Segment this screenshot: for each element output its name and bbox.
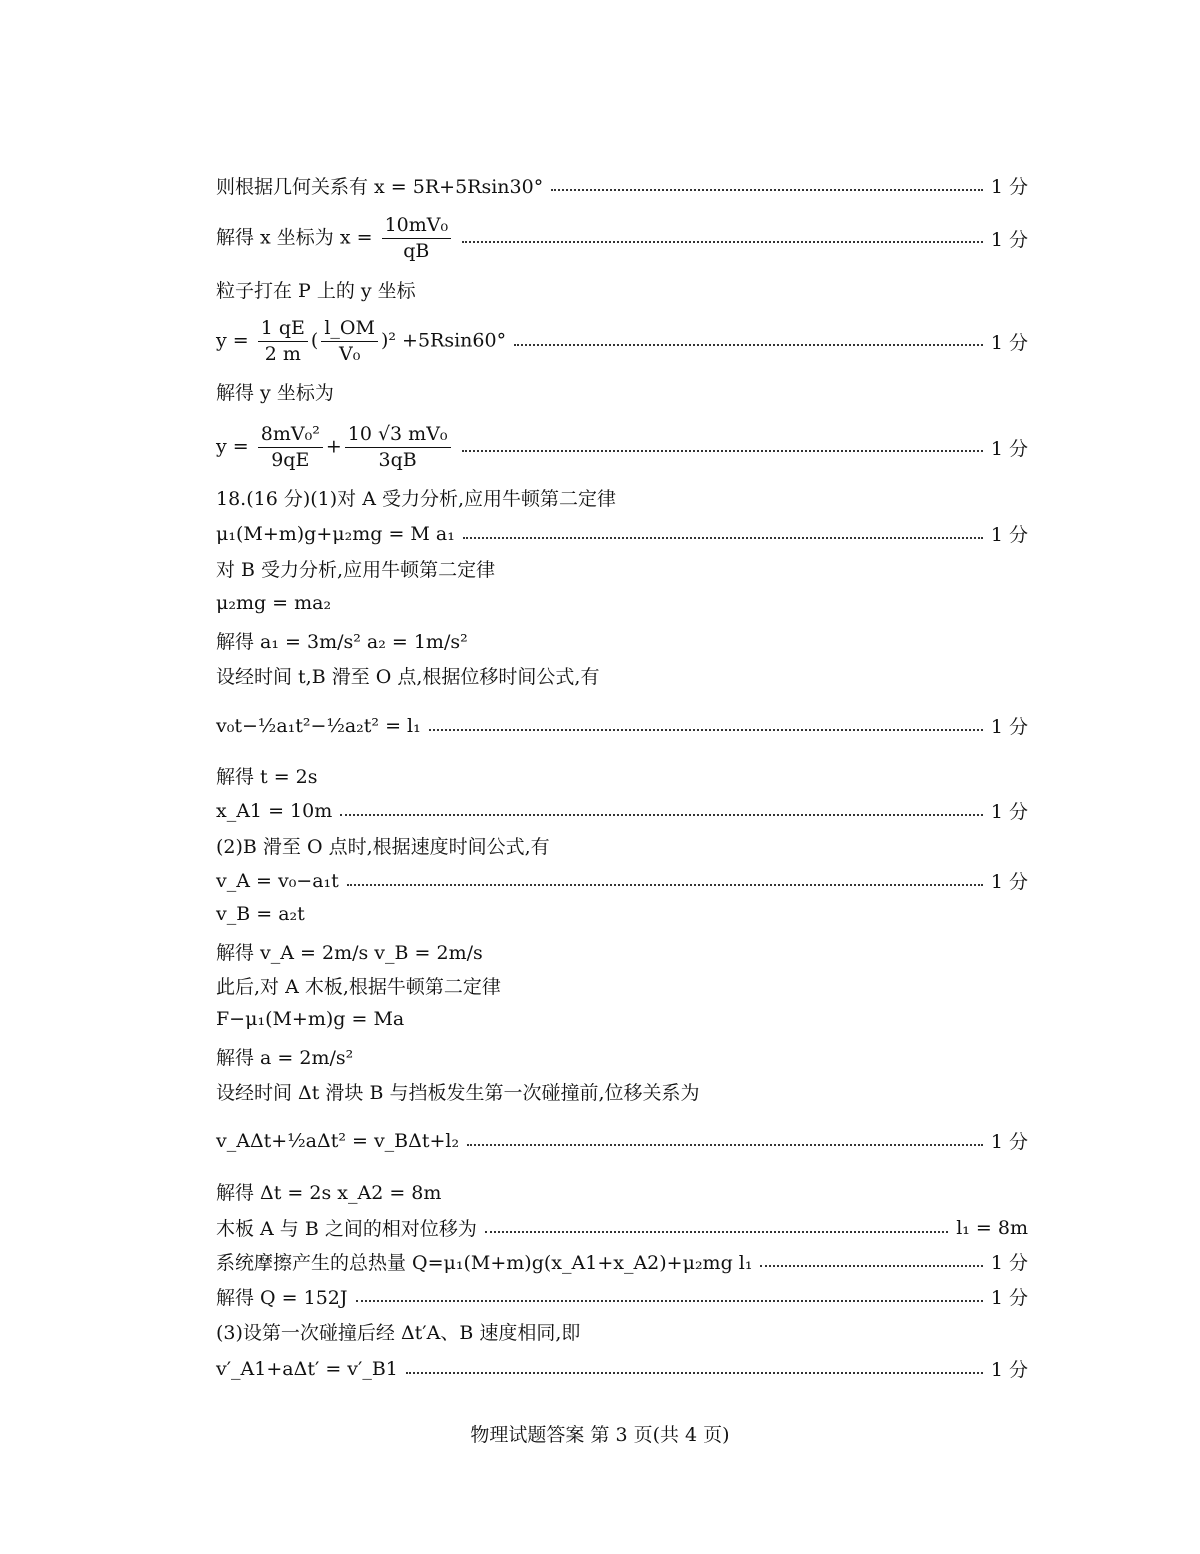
line-newton-board (216, 1008, 1028, 1030)
score-label: 1 分 (990, 871, 1028, 893)
line-analyze-b (216, 555, 1028, 582)
line-y-coordinate-heading (216, 276, 1028, 303)
line-collision-setup (216, 1078, 1028, 1105)
dot-leader (551, 189, 983, 191)
line-text: 解得 y 坐标为 (216, 382, 334, 404)
line-displacement-setup (216, 662, 1028, 689)
equation-prefix: y = (216, 435, 249, 458)
line-text: 粒子打在 P 上的 y 坐标 (216, 280, 416, 302)
numerator: 10 √3 mV₀ (345, 424, 451, 448)
equation-tail: )² +5Rsin60° (380, 329, 507, 352)
line-text: 木板 A 与 B 之间的相对位移为 (216, 1218, 477, 1240)
score-label: 1 分 (990, 228, 1028, 251)
score-label: 1 分 (990, 1359, 1028, 1381)
numerator: l_OM (321, 318, 378, 342)
numerator: 1 qE (258, 318, 308, 342)
page-footer: 物理试题答案 第 3 页(共 4 页) (470, 1424, 730, 1446)
line-board-a (216, 972, 1028, 999)
dot-leader (514, 344, 983, 346)
line-time-result (216, 762, 1028, 789)
numerator: 10mV₀ (382, 215, 452, 239)
line-text: 解得 a₁ = 3m/s² a₂ = 1m/s² (216, 631, 468, 653)
line-text: μ₁(M+m)g+μ₂mg = M a₁ (216, 522, 455, 545)
line-newton-a (216, 520, 1028, 547)
line-text: 对 B 受力分析,应用牛顿第二定律 (216, 559, 496, 581)
line-text: (3)设第一次碰撞后经 Δt′A、B 速度相同,即 (216, 1322, 581, 1344)
line-text: 此后,对 A 木板,根据牛顿第二定律 (216, 976, 501, 998)
line-relative-displacement (216, 1214, 1028, 1241)
line-text: 解得 Δt = 2s x_A2 = 8m (216, 1182, 442, 1204)
line-newton-b (216, 592, 1028, 614)
dot-leader (462, 450, 983, 452)
numerator: 8mV₀² (258, 424, 323, 448)
dot-leader (462, 241, 983, 243)
denominator: 3qB (378, 448, 417, 471)
score-label: 1 分 (990, 1252, 1028, 1274)
line-text: v_A = v₀−a₁t (216, 869, 339, 892)
line-text: 设经时间 Δt 滑块 B 与挡板发生第一次碰撞前,位移关系为 (216, 1082, 700, 1104)
score-label: 1 分 (990, 801, 1028, 823)
denominator: 2 m (264, 342, 301, 365)
line-heat-formula (216, 1248, 1028, 1275)
score-label: 1 分 (990, 524, 1028, 546)
dot-leader (406, 1372, 983, 1374)
line-xa1 (216, 797, 1028, 824)
line-va (216, 867, 1028, 894)
score-label: 1 分 (990, 331, 1028, 354)
dot-leader (463, 537, 983, 539)
equation-prefix: y = (216, 329, 249, 352)
line-y-equation (216, 318, 1028, 365)
dot-leader (340, 814, 983, 816)
line-text: 系统摩擦产生的总热量 Q=μ₁(M+m)g(x_A1+x_A2)+μ₂mg l₁ (216, 1252, 753, 1274)
denominator: V₀ (338, 342, 361, 365)
line-vb (216, 903, 1028, 925)
line-text: y = $\frac{1 qE}{2 m}$ ( $\frac{l\_OM}{\text{V₀}}$ )² +5Rsin60° (216, 317, 507, 365)
dot-leader (356, 1300, 983, 1302)
score-label: 1 分 (990, 1131, 1028, 1153)
line-text: F−μ₁(M+m)g = Ma (216, 1008, 405, 1030)
dot-leader (760, 1265, 982, 1267)
line-text: v_AΔt+½aΔt² = v_BΔt+l₂ (216, 1129, 460, 1152)
score-label: 1 分 (990, 1287, 1028, 1309)
equation-prefix: 解得 x 坐标为 x = (216, 226, 373, 249)
line-text: v₀t−½a₁t²−½a₂t² = l₁ (216, 714, 421, 737)
line-common-velocity (216, 1355, 1028, 1382)
line-collision-equation (216, 1127, 1028, 1154)
score-label: 1 分 (990, 176, 1028, 198)
line-text: y = $\frac{\text{8mV₀²}}{9qE}$ + $\frac{\text{10 √3 mV₀}}{3qB}$ (216, 424, 454, 471)
dot-leader (485, 1231, 948, 1233)
dot-leader (347, 884, 983, 886)
score-label: 1 分 (990, 437, 1028, 460)
line-heat-result (216, 1283, 1028, 1310)
line-text: x_A1 = 10m (216, 799, 333, 822)
line-a-result (216, 1043, 1028, 1070)
line-text: (2)B 滑至 O 点时,根据速度时间公式,有 (216, 836, 550, 858)
denominator: 9qE (271, 448, 310, 471)
denominator: qB (403, 239, 430, 262)
line-solve-x (216, 215, 1028, 262)
line-velocity-result (216, 938, 1028, 965)
line-text: μ₂mg = ma₂ (216, 592, 332, 614)
line-text: 解得 v_A = 2m/s v_B = 2m/s (216, 942, 483, 964)
line-text: 18.(16 分)(1)对 A 受力分析,应用牛顿第二定律 (216, 488, 617, 510)
line-text: 解得 t = 2s (216, 766, 318, 788)
fraction (382, 215, 452, 262)
relative-displacement-value: l₁ = 8m (956, 1216, 1028, 1239)
line-text: 解得 a = 2m/s² (216, 1047, 354, 1069)
fraction (345, 424, 451, 471)
line-y-result (216, 424, 1028, 471)
line-text: 解得 Q = 152J (216, 1287, 348, 1309)
fraction (321, 318, 378, 365)
line-text: v_B = a₂t (216, 903, 305, 925)
line-part2 (216, 832, 1028, 859)
line-part3 (216, 1318, 1028, 1345)
line-dt-result (216, 1178, 1028, 1205)
line-q18-part1 (216, 484, 1028, 511)
line-text: 则根据几何关系有 x = 5R+5Rsin30° (216, 176, 544, 198)
fraction (258, 424, 323, 471)
line-solve-y-heading (216, 378, 1028, 405)
line-accelerations (216, 627, 1028, 654)
line-text: 设经时间 t,B 滑至 O 点,根据位移时间公式,有 (216, 666, 600, 688)
dot-leader (467, 1144, 983, 1146)
line-geometry-x (216, 172, 1028, 199)
dot-leader (429, 729, 983, 731)
line-text: v′_A1+aΔt′ = v′_B1 (216, 1357, 398, 1380)
fraction (258, 318, 308, 365)
line-displacement-equation (216, 712, 1028, 739)
score-label: 1 分 (990, 716, 1028, 738)
line-text (216, 215, 454, 262)
